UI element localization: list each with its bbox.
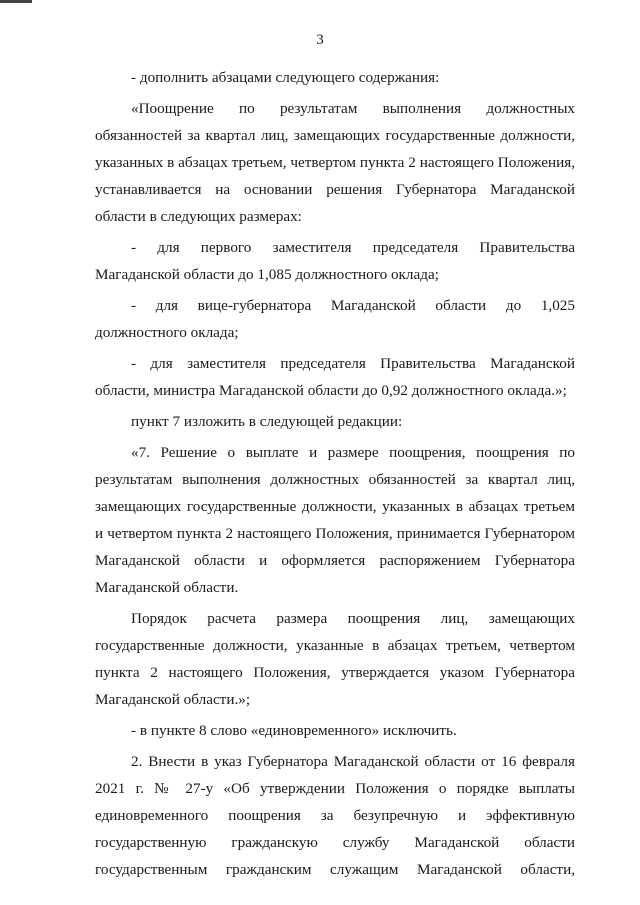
paragraph-vice-governor: - для вице-губернатора Магаданской области до 1,025 должностного оклада; <box>95 297 575 341</box>
paragraph-first-deputy: - для первого заместителя председателя Правительства Магаданской области до 1,085 должностного оклада; <box>95 239 575 283</box>
document-body <box>95 64 575 887</box>
paragraph-calculation-order: Порядок расчета размера поощрения лиц, замещающих государственные должности, указанные в абзацах третьем, четвертом пункта 2 настоящего Положения, утверждается указом Губернатора Магаданской области.»; <box>95 610 575 708</box>
page-number: 3 <box>316 32 324 48</box>
paragraph-deputy-chairman: - для заместителя председателя Правительства Магаданской области, министра Магаданской области до 0,92 должностного оклада.»; <box>95 355 575 399</box>
paragraph-item-7-intro: пункт 7 изложить в следующей редакции: <box>131 413 403 430</box>
paragraph-amend-intro: - дополнить абзацами следующего содержания: <box>131 69 440 86</box>
paragraph-item-8: - в пункте 8 слово «единовременного» исключить. <box>131 722 457 739</box>
paragraph-section-2: 2. Внести в указ Губернатора Магаданской области от 16 февраля 2021 г. № 27-у «Об утверждении Положения о порядке выплаты единовременного поощрения за безупречную и эффективную государственную гражданскую службу Магаданской области государственным гражданским служащим Магаданской области, <box>95 753 575 878</box>
scan-corner-mark <box>0 0 32 3</box>
paragraph-item-7-text: «7. Решение о выплате и размере поощрения, поощрения по результатам выполнения должностных обязанностей за квартал лиц, замещающих государственные должности, указанных в абзацах третьем и четвертом пункта 2 настоящего Положения, принимается Губернатором Магаданской области и оформляется распоряжением Губернатора Магаданской области. <box>95 444 575 596</box>
paragraph-bonus-quarterly: «Поощрение по результатам выполнения должностных обязанностей за квартал лиц, замещающих государственные должности, указанных в абзацах третьем, четвертом пункта 2 настоящего Положения, устанавливается на основании решения Губернатора Магаданской области в следующих размерах: <box>95 100 575 225</box>
